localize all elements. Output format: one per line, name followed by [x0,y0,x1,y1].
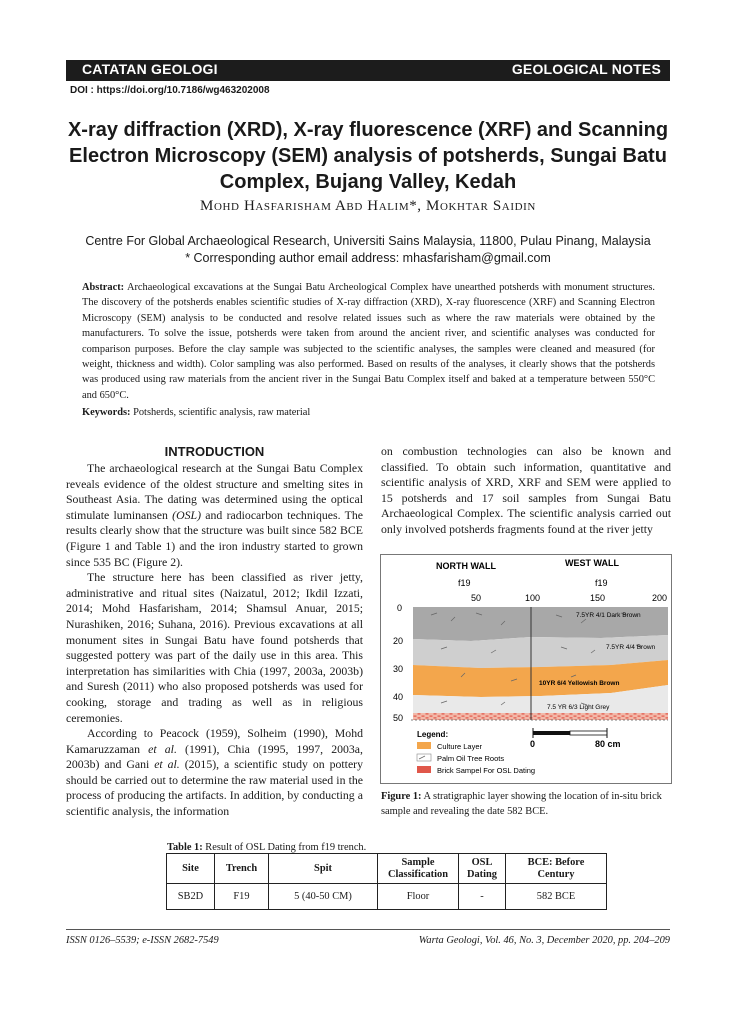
depth-tick-label: 0 [397,603,403,613]
trench-label: f19 [595,578,608,588]
legend-swatch-culture [417,742,431,749]
abstract-text: Archaeological excavations at the Sungai Batu Archeological Complex have unearthed potsherds with monument structures. The discovery of the potsherds enables scientific studies of X-ray diffraction (XRD), X-ray fluorescence (XRF) and Scanning Electron Microscopy (SEM) analysis to be conducted and resolve related issues such as where the raw materials were obtained by the manufacturers. To solve the issue, potsherds were taken from around the ancient river, and scientific analyses was conducted for comparison purposes. Before the clay sample was subjected to the scientific analyses, the samples were cleaned and measured (for weight, thickness and width). Color sampling was also performed. Based on results of the analyses, it clearly shows that the potsherds was produced using raw materials from the ancient river in the Sungai Batu Complex itself and baked at a temperature between 550°C and 650°C. [82,282,655,401]
figure-caption [381,789,671,819]
table-caption [167,842,366,853]
figure-caption-label: Figure 1: [381,791,422,802]
layer-label: 7.5YR 4/1 Dark Brown [576,612,641,619]
osl-dating-table [166,853,607,910]
abstract [82,280,655,403]
journal-citation: Warta Geologi, Vol. 46, No. 3, December 2020, pp. 204–209 [418,935,670,946]
table-cell: 5 (40-50 CM) [269,884,378,910]
section-label-malay: CATATAN GEOLOGI [82,61,218,77]
legend-swatch-roots [417,754,431,761]
depth-tick-label: 30 [393,664,404,674]
table-header-row [167,854,607,884]
text-run: and radiocarbon techniques. The results clearly show that the structure was built since 582 BCE (Figure 1 and Table 1) and the iron industry started to grown since 535 BC (Figure 2). [66,507,363,569]
text-run: (2015), a scientific study on pottery should be carried out to determine the raw material used in the process of producing the artifacts. In addition, by conducting a scientific analysis, the information [66,757,364,819]
table-header-cell: Trench [215,854,269,884]
paragraph: on combustion technologies can also be known and classified. To obtain such information, quantitative and scientific analysis of XRD, XRF and SEM were applied to 15 potsherds and 17 soil samples from Sungai Batu Archaeological Complex. The scientific analysis carried out only involved potsherds fragments found at the river jetty [381,444,671,536]
table-header-cell: Sample Classification [378,854,459,884]
table-row [167,884,607,910]
soil-profile [411,607,668,720]
table-caption-text: Result of OSL Dating from f19 trench. [202,842,367,853]
table-cell: Floor [378,884,459,910]
affiliation: Centre For Global Archaeological Research, Universiti Sains Malaysia, 11800, Pulau Pinang, Malaysia [85,234,651,248]
depth-tick-label: 50 [393,713,404,723]
legend-title: Legend: [417,730,449,739]
scale-end-label: 80 cm [595,739,621,749]
left-column [66,444,363,820]
text-run: According to Peacock (1959), Solheim (1990), Mohd Kamaruzzaman [66,726,363,756]
table-cell: 582 BCE [506,884,607,910]
legend-label: Culture Layer [437,742,483,751]
footer-rule [66,929,670,930]
author-list: Mohd Hasfarisham Abd Halim*, Mokhtar Saidin [200,198,536,214]
issn: ISSN 0126–5539; e-ISSN 2682-7549 [66,935,219,946]
distance-tick-label: 100 [525,593,541,603]
paragraph [66,726,363,820]
scale-bar [533,728,607,738]
depth-tick-label: 20 [393,636,404,646]
layer-label: 7.5YR 4/4 Brown [606,644,656,651]
table-header-cell: BCE: Before Century [506,854,607,884]
table-cell: SB2D [167,884,215,910]
distance-tick-label: 50 [471,593,482,603]
text-run: et al. [154,757,180,772]
keywords-label: Keywords: [82,407,131,418]
text-run: (OSL) [172,507,202,522]
text-run: et al. [148,741,177,756]
trench-label: f19 [458,578,471,588]
keywords-text: Potsherds, scientific analysis, raw material [130,407,311,418]
stratigraphy-diagram [381,555,671,783]
table-header-cell: OSL Dating [459,854,506,884]
doi-link[interactable]: DOI : https://doi.org/10.7186/wg463202008 [70,85,270,96]
distance-tick-label: 150 [590,593,606,603]
keywords [82,407,310,418]
legend-label: Palm Oil Tree Roots [437,754,505,763]
table-caption-label: Table 1: [167,842,203,853]
west-wall-label: WEST WALL [565,558,619,568]
text-run: The archaeological research at the Sungai Batu Complex reveals evidence of the oldest structure and smelting sites in Southeast Asia. The dating was determined using the optical stimulate luminansen [66,461,363,522]
paragraph [66,461,363,570]
section-heading-introduction: INTRODUCTION [164,444,265,459]
layer-label: 10YR 6/4 Yellowish Brown [539,680,620,687]
legend-swatch-brick [417,766,431,773]
scale-start-label: 0 [530,739,536,749]
table-cell: F19 [215,884,269,910]
table-header-cell: Site [167,854,215,884]
table-header-cell: Spit [269,854,378,884]
north-wall-label: NORTH WALL [436,561,496,571]
layer-label: 7.5 YR 6/3 Light Grey [547,704,610,711]
text-run: (1991), Chia (1995, 1997, 2003a, 2003b) and Gani [66,741,363,772]
brick-layer [413,713,668,720]
corresponding-email: * Corresponding author email address: mhasfarisham@gmail.com [185,251,551,265]
affiliation-block [66,233,670,267]
right-column [381,444,671,538]
stratigraphy-figure [380,554,672,784]
figure-caption-text: A stratigraphic layer showing the location of in-situ brick sample and revealing the date 582 BCE. [381,791,662,817]
paper-title: X-ray diffraction (XRD), X-ray fluorescence (XRF) and Scanning Electron Microscopy (SEM) analysis of potsherds, Sungai Batu Complex, Bujang Valley, Kedah [67,119,669,193]
legend-label: Brick Sampel For OSL Dating [437,766,536,775]
paragraph: The structure here has been classified as river jetty, administrative and ritual sites (Naizatul, 2012; Ikdil Izzati, 2014; Mohd Hasfarisham, 2014; Shamsul Anuar, 2015; Nurashiken, 2016; Suhana, 2016). Previous excavations at all monument sites in Sungai Batu have found potsherds that suggested pottery was part of the daily use in this area. This interpretation has similarities with Chia (1997, 2003a, 2003b) and Suresh (2011) who also proposed potsherds was used for cooking, storage and trading as well as in religious ceremonies. [66,570,363,725]
table-cell: - [459,884,506,910]
depth-tick-label: 40 [393,692,404,702]
section-label-english: GEOLOGICAL NOTES [511,61,661,77]
distance-tick-label: 200 [652,593,668,603]
abstract-label: Abstract: [82,282,125,293]
